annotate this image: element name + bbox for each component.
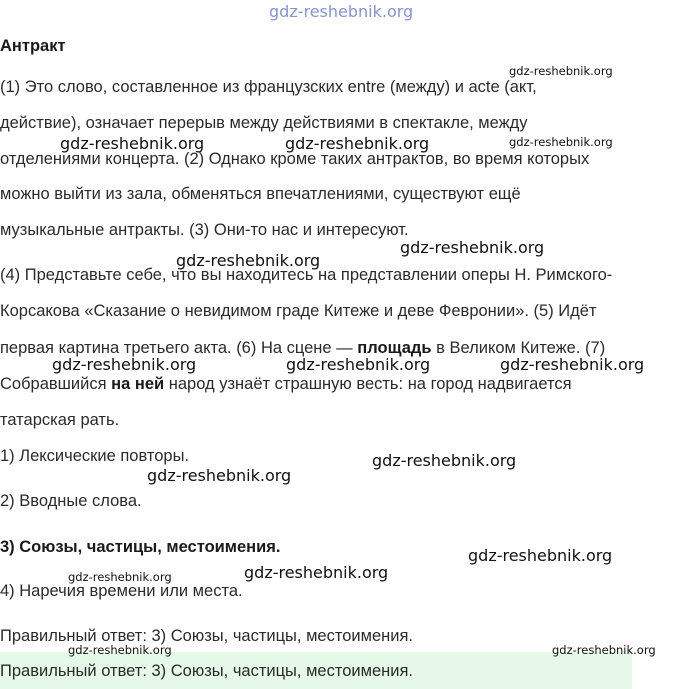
option-4: 4) Наречия времени или места.: [0, 582, 243, 600]
site-watermark-header[interactable]: gdz-reshebnik.org: [269, 2, 414, 21]
option-3-correct: 3) Союзы, частицы, местоимения.: [0, 538, 281, 556]
passage-line-9: [0, 374, 572, 394]
passage-line-8-before: первая картина третьего акта. (6) На сцене —: [0, 339, 353, 357]
answer-line: Правильный ответ: 3) Союзы, частицы, местоимения.: [0, 627, 413, 645]
watermark: gdz-reshebnik.org: [509, 64, 613, 78]
passage-line-7: Корсакова «Сказание о невидимом граде Китеже и деве Февронии». (5) Идёт: [0, 302, 597, 320]
option-1: 1) Лексические повторы.: [0, 447, 190, 465]
watermark: gdz-reshebnik.org: [68, 570, 172, 584]
watermark: gdz-reshebnik.org: [52, 355, 197, 374]
watermark: gdz-reshebnik.org: [468, 546, 613, 565]
option-2: 2) Вводные слова.: [0, 492, 142, 510]
watermark: gdz-reshebnik.org: [286, 355, 431, 374]
passage-line-2: действие), означает перерыв между действиями в спектакле, между: [0, 114, 528, 132]
watermark: gdz-reshebnik.org: [372, 451, 517, 470]
answer-line-highlighted: Правильный ответ: 3) Союзы, частицы, местоимения.: [0, 662, 413, 680]
passage-line-4: можно выйти из зала, обменяться впечатлениями, существуют ещё: [0, 185, 521, 203]
watermark: gdz-reshebnik.org: [68, 643, 172, 657]
passage-line-5: музыкальные антракты. (3) Они-то нас и интересуют.: [0, 221, 409, 239]
watermark: gdz-reshebnik.org: [500, 355, 645, 374]
watermark: gdz-reshebnik.org: [60, 134, 205, 153]
watermark: gdz-reshebnik.org: [244, 563, 389, 582]
bold-word-na-ney: на ней: [111, 375, 165, 393]
watermark: gdz-reshebnik.org: [400, 238, 545, 257]
passage-line-6: (4) Представьте себе, что вы находитесь на представлении оперы Н. Римского-: [0, 266, 613, 284]
passage-line-3: отделениями концерта. (2) Однако кроме таких антрактов, во время которых: [0, 150, 590, 168]
passage-line-9-before: Собравшийся: [0, 375, 107, 393]
watermark: gdz-reshebnik.org: [147, 466, 292, 485]
passage-line-1: (1) Это слово, составленное из французских entre (между) и acte (акт,: [0, 78, 537, 96]
passage-line-9-after: народ узнаёт страшную весть: на город надвигается: [168, 375, 572, 393]
watermark: gdz-reshebnik.org: [552, 643, 656, 657]
watermark: gdz-reshebnik.org: [176, 251, 321, 270]
passage-line-8-after: в Великом Китеже. (7): [436, 339, 606, 357]
bold-word-ploshchad: площадь: [357, 339, 432, 357]
passage-line-10: татарская рать.: [0, 411, 120, 429]
watermark: gdz-reshebnik.org: [509, 135, 613, 149]
watermark: gdz-reshebnik.org: [285, 134, 430, 153]
text-title: Антракт: [0, 37, 66, 55]
